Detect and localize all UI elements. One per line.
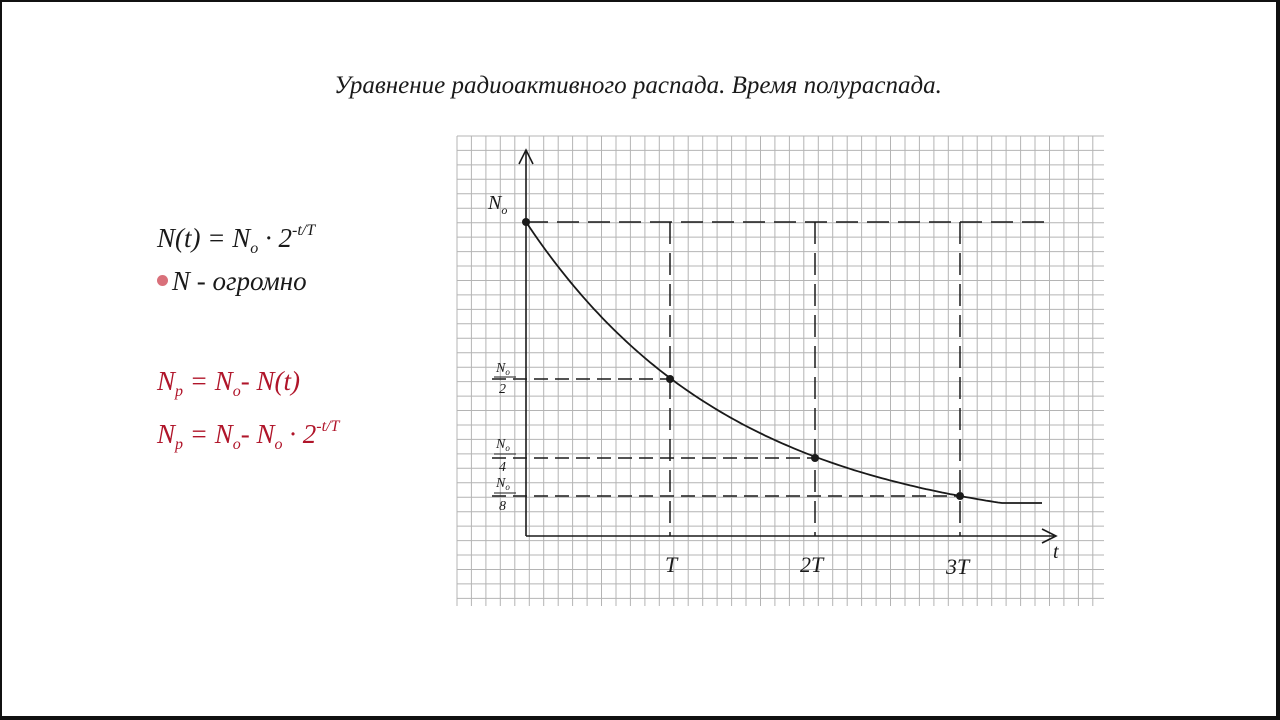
x-tick-3T: 3T (946, 554, 970, 579)
label-eighth (494, 476, 516, 514)
decayed-formula-1: $N_р = N_o-$ N(t) (157, 366, 300, 400)
svg-text:No: $N_o$ (496, 476, 510, 492)
point-eighth (956, 492, 964, 500)
x-tick-2T: 2T (800, 552, 824, 577)
bullet-note: N - огромно (157, 266, 307, 297)
slide-title: Уравнение радиоактивного распада. Время полураспада. (334, 72, 942, 99)
decay-curve (526, 222, 1042, 503)
decayed-formula-2: $N_р = N_o-$ $N_o \cdot 2^{-t/T}$ (157, 418, 340, 453)
svg-text:2: 2 (499, 382, 506, 397)
slide (2, 2, 1276, 716)
x-axis-label: t (1053, 541, 1059, 563)
svg-text:No: $N_o$ (496, 361, 510, 377)
point-n0 (522, 218, 530, 226)
svg-text:4: 4 (499, 460, 506, 475)
label-n0: $N_o$ (488, 192, 508, 217)
x-tick-T: T (665, 552, 678, 577)
label-quarter (494, 437, 516, 475)
point-half (666, 375, 674, 383)
svg-text:No: $N_o$ (496, 437, 510, 453)
svg-text:8: 8 (499, 499, 506, 514)
decay-graph (2, 2, 1276, 716)
decay-formula: $N(t) = N_o \cdot 2^{-t/T}$ (157, 222, 316, 257)
point-quarter (811, 454, 819, 462)
